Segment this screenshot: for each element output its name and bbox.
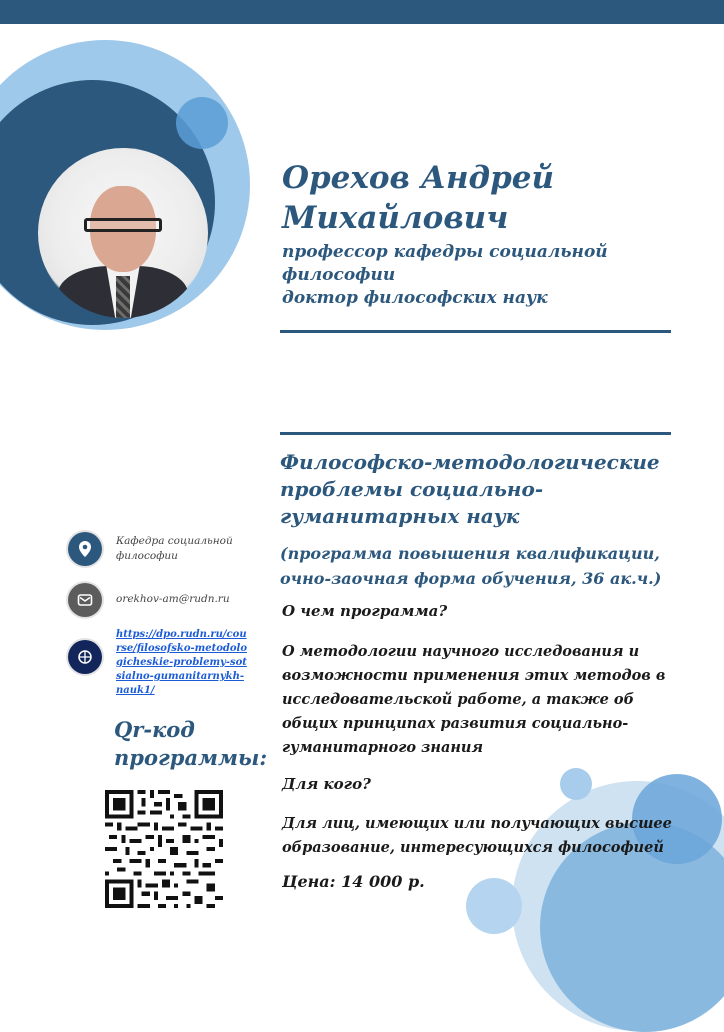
role-title: профессор кафедры социальной философии (282, 242, 608, 285)
contact-department (68, 532, 236, 566)
globe-icon (68, 640, 102, 674)
decorative-dot (176, 97, 228, 149)
person-name: Орехов Андрей Михайлович (282, 160, 555, 236)
person-role (282, 241, 682, 310)
about-heading: О чем программа? (282, 602, 448, 620)
decorative-bubble (560, 768, 592, 800)
program-subtitle: (программа повышения квалификации, очно-заочная форма обучения, 36 ак.ч.) (280, 544, 662, 588)
location-pin-icon (68, 532, 102, 566)
decorative-bubble (466, 878, 522, 934)
divider (280, 432, 671, 435)
contact-website (68, 628, 251, 698)
top-banner (0, 0, 724, 24)
email-text[interactable]: orekhov-am@rudn.ru (116, 593, 230, 605)
portrait-photo (38, 148, 208, 318)
mail-icon (68, 583, 102, 617)
qr-title: Qr-код программы: (114, 717, 268, 770)
academic-degree: доктор философских наук (282, 288, 548, 308)
about-text: О методологии научного исследования и возможности применения этих методов в исследовательской работе, а также об общих принципах развития социально-гуманитарного знания (282, 643, 666, 756)
divider (280, 330, 671, 333)
contact-email (68, 583, 230, 617)
qr-code[interactable] (105, 790, 223, 908)
price: Цена: 14 000 р. (282, 872, 425, 891)
department-text: Кафедра социальной философии (116, 535, 233, 562)
website-link[interactable]: https://dpo.rudn.ru/course/filosofsko-metodologicheskie-problemy-sotsialno-gumanitarnykh-nauk1/ (116, 629, 247, 696)
program-title: Философско-методологические проблемы социально-гуманитарных наук (280, 450, 660, 528)
audience-text: Для лиц, имеющих или получающих высшее образование, интересующихся философией (282, 815, 672, 856)
audience-heading: Для кого? (282, 775, 371, 793)
